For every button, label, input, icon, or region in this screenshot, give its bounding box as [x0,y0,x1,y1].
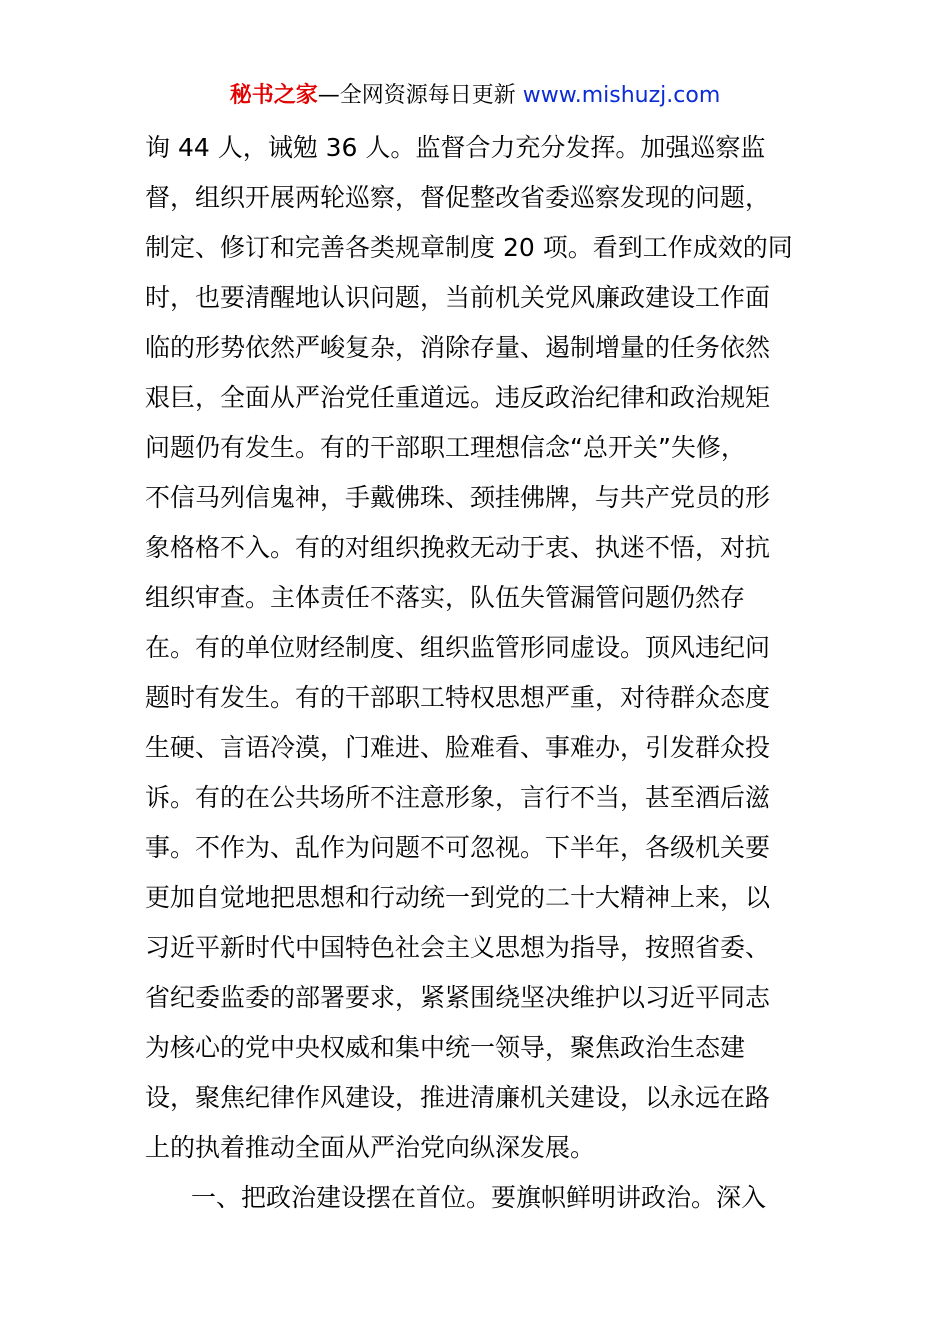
body-line: 问题仍有发生。有的干部职工理想信念“总开关”失修， [145,433,746,462]
document-body [145,123,810,1223]
body-line: 事。不作为、乱作为问题不可忽视。下半年，各级机关要 [145,833,771,862]
body-line: 诉。有的在公共场所不注意形象，言行不当，甚至酒后滋 [145,783,771,812]
header-url-link[interactable]: www.mishuzj.com [522,83,721,108]
body-line: 在。有的单位财经制度、组织监管形同虚设。顶风违纪问 [145,633,771,662]
body-line: 上的执着推动全面从严治党向纵深发展。 [145,1133,596,1162]
body-line: 省纪委监委的部署要求，紧紧围绕坚决维护以习近平同志 [145,983,771,1012]
body-line: 艰巨，全面从严治党任重道远。违反政治纪律和政治规矩 [145,383,771,412]
body-line: 象格格不入。有的对组织挽救无动于衷、执迷不悟，对抗 [145,533,771,562]
body-line: 制定、修订和完善各类规章制度 20 项。看到工作成效的同 [145,233,793,262]
body-line: 更加自觉地把思想和行动统一到党的二十大精神上来，以 [145,883,771,912]
body-line: 时，也要清醒地认识问题，当前机关党风廉政建设工作面 [145,283,771,312]
body-line: 询 44 人，诫勉 36 人。监督合力充分发挥。加强巡察监 [145,133,766,162]
page-header [0,80,950,112]
header-tagline: —全网资源每日更新 [317,83,523,108]
header-brand: 秘书之家 [229,83,318,108]
body-line: 生硬、言语冷漠，门难进、脸难看、事难办，引发群众投 [145,733,771,762]
body-line: 临的形势依然严峻复杂，消除存量、遏制增量的任务依然 [145,333,771,362]
body-line: 不信马列信鬼神，手戴佛珠、颈挂佛牌，与共产党员的形 [145,483,771,512]
section-heading-line: 一、把政治建设摆在首位。要旗帜鲜明讲政治。深入 [191,1183,767,1212]
body-line: 习近平新时代中国特色社会主义思想为指导，按照省委、 [145,933,771,962]
body-line: 设，聚焦纪律作风建设，推进清廉机关建设，以永远在路 [145,1083,771,1112]
body-line: 为核心的党中央权威和集中统一领导，聚焦政治生态建 [145,1033,746,1062]
body-line: 组织审查。主体责任不落实，队伍失管漏管问题仍然存 [145,583,746,612]
body-line: 题时有发生。有的干部职工特权思想严重，对待群众态度 [145,683,771,712]
body-line: 督，组织开展两轮巡察，督促整改省委巡察发现的问题， [145,183,771,212]
